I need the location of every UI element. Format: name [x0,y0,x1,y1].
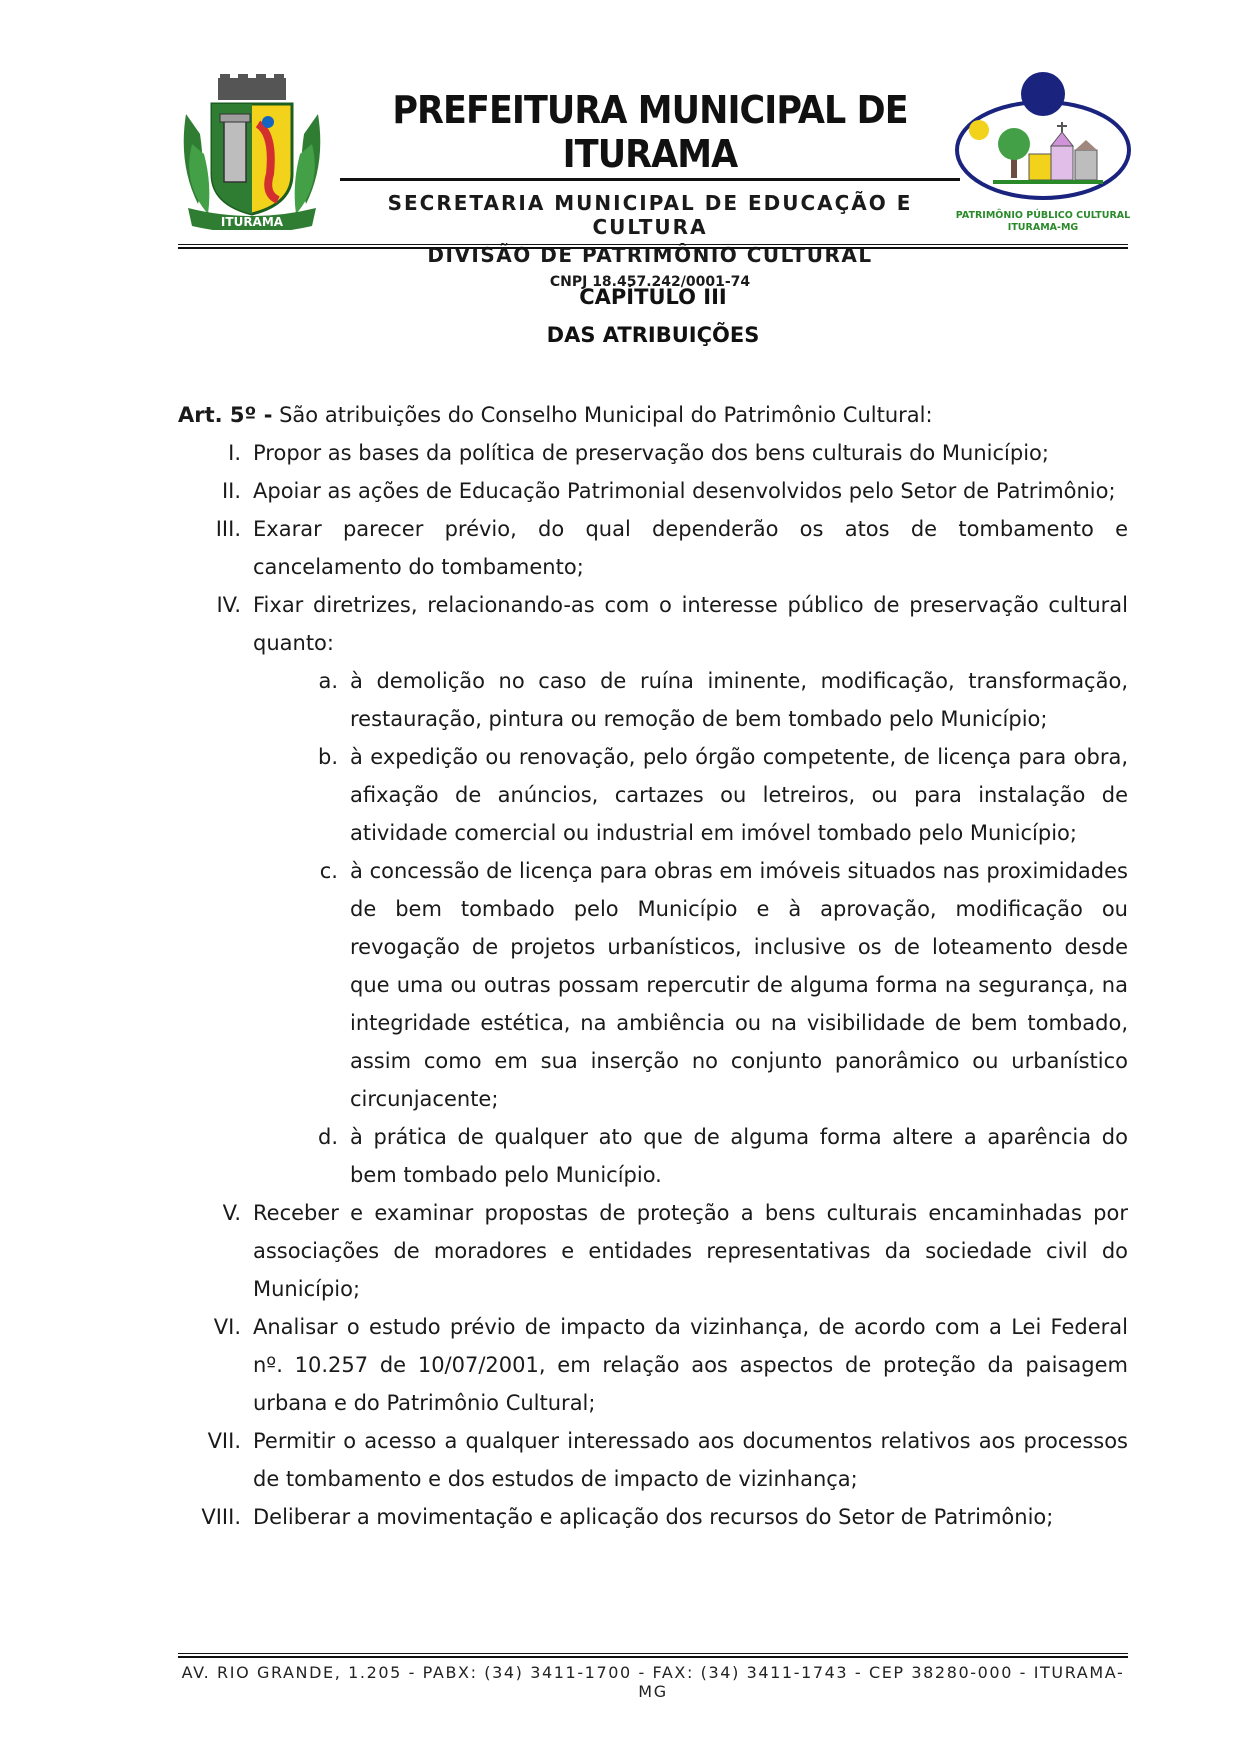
sub-list-item [275,852,1128,1118]
footer-rule [178,1653,1128,1654]
heritage-emblem-logo [953,72,1133,212]
list-item [178,1308,1128,1422]
list-item [178,434,1128,472]
item-number: I. [228,441,241,465]
item-text: Exarar parecer prévio, do qual dependerão os atos de tombamento e cancelamento do tombamento; [253,517,1128,579]
article-intro: São atribuições do Conselho Municipal do Patrimônio Cultural: [272,403,933,427]
subitem-letter: c. [319,859,338,883]
item-text: Propor as bases da política de preservação dos bens culturais do Município; [253,441,1049,465]
article-heading [178,396,1128,434]
item-number: VIII. [201,1505,241,1529]
item-number: V. [222,1201,241,1225]
list-item [178,1498,1128,1536]
item-text: Apoiar as ações de Educação Patrimonial desenvolvidos pelo Setor de Patrimônio; [253,479,1116,503]
header-rule [178,244,1128,245]
subitem-letter: a. [318,669,338,693]
subitem-text: à demolição no caso de ruína iminente, modificação, transformação, restauração, pintura ou remoção de bem tombado pelo Município; [350,669,1128,731]
cnpj-number: CNPJ 18.457.242/0001-74 [549,274,751,290]
item-number: II. [221,479,241,503]
item-text: Receber e examinar propostas de proteção a bens culturais encaminhadas por associações de moradores e entidades representativas da sociedade civil do Município; [253,1201,1128,1301]
municipal-crest-logo [178,74,326,230]
chapter-title: DAS ATRIBUIÇÕES [546,323,760,347]
list-item [178,1194,1128,1308]
emblem-caption-location: ITURAMA-MG [1007,222,1079,233]
letterhead [178,70,1131,290]
emblem-caption: PATRIMÔNIO PÚBLICO CULTURAL [955,210,1131,221]
subitem-text: à expedição ou renovação, pelo órgão competente, de licença para obra, afixação de anúncios, cartazes ou letreiros, ou para instalação de atividade comercial ou industrial em imóvel tombado pelo Município; [350,745,1128,845]
header-rule-thick [178,247,1128,249]
article-body [178,396,1128,1536]
footer-rule-thick [178,1656,1128,1658]
list-item [178,586,1128,662]
item-number: VI. [213,1315,241,1339]
item-text: Permitir o acesso a qualquer interessado aos documentos relativos aos processos de tombamento e dos estudos de impacto de vizinhança; [253,1429,1128,1491]
title-underline [340,178,960,181]
chapter-number: CAPÍTULO III [579,285,727,309]
item-text: Analisar o estudo prévio de impacto da vizinhança, de acordo com a Lei Federal nº. 10.257 de 10/07/2001, em relação aos aspectos de proteção da paisagem urbana e do Patrimônio Cultural; [253,1315,1128,1415]
item-number: III. [215,517,241,541]
list-item [178,1422,1128,1498]
item-text: Deliberar a movimentação e aplicação dos recursos do Setor de Patrimônio; [253,1505,1054,1529]
item-text: Fixar diretrizes, relacionando-as com o interesse público de preservação cultural quanto: [253,593,1128,655]
footer-address: AV. RIO GRANDE, 1.205 - PABX: (34) 3411-1700 - FAX: (34) 3411-1743 - CEP 38280-000 - ITURAMA-MG [181,1663,1125,1701]
secretariat-name: SECRETARIA MUNICIPAL DE EDUCAÇÃO E CULTURA [387,191,913,239]
division-name: DIVISÃO DE PATRIMÔNIO CULTURAL [427,243,873,267]
list-item [178,510,1128,586]
article-label: Art. 5º - [178,403,273,427]
subitem-text: à prática de qualquer ato que de alguma forma altere a aparência do bem tombado pelo Município. [350,1125,1128,1187]
list-item [178,472,1128,510]
subitem-text: à concessão de licença para obras em imóveis situados nas proximidades de bem tombado pelo Município e à aprovação, modificação ou revogação de projetos urbanísticos, inclusive os de loteamento desde que uma ou outras possam repercutir de alguma forma na segurança, na integridade estética, na ambiência ou na visibilidade de bem tombado, assim como em sua inserção no conjunto panorâmico ou urbanístico circunjacente; [350,859,1128,1111]
letterhead-text [330,70,970,291]
sub-list-item [275,738,1128,852]
subitem-letter: b. [317,745,338,769]
item-number: VII. [207,1429,241,1453]
subitem-letter: d. [317,1125,338,1149]
sub-list-item [275,662,1128,738]
municipality-title: PREFEITURA MUNICIPAL DE ITURAMA [392,88,908,176]
sub-list-item [275,1118,1128,1194]
crest-banner-text: ITURAMA [220,215,284,229]
item-number: IV. [216,593,241,617]
